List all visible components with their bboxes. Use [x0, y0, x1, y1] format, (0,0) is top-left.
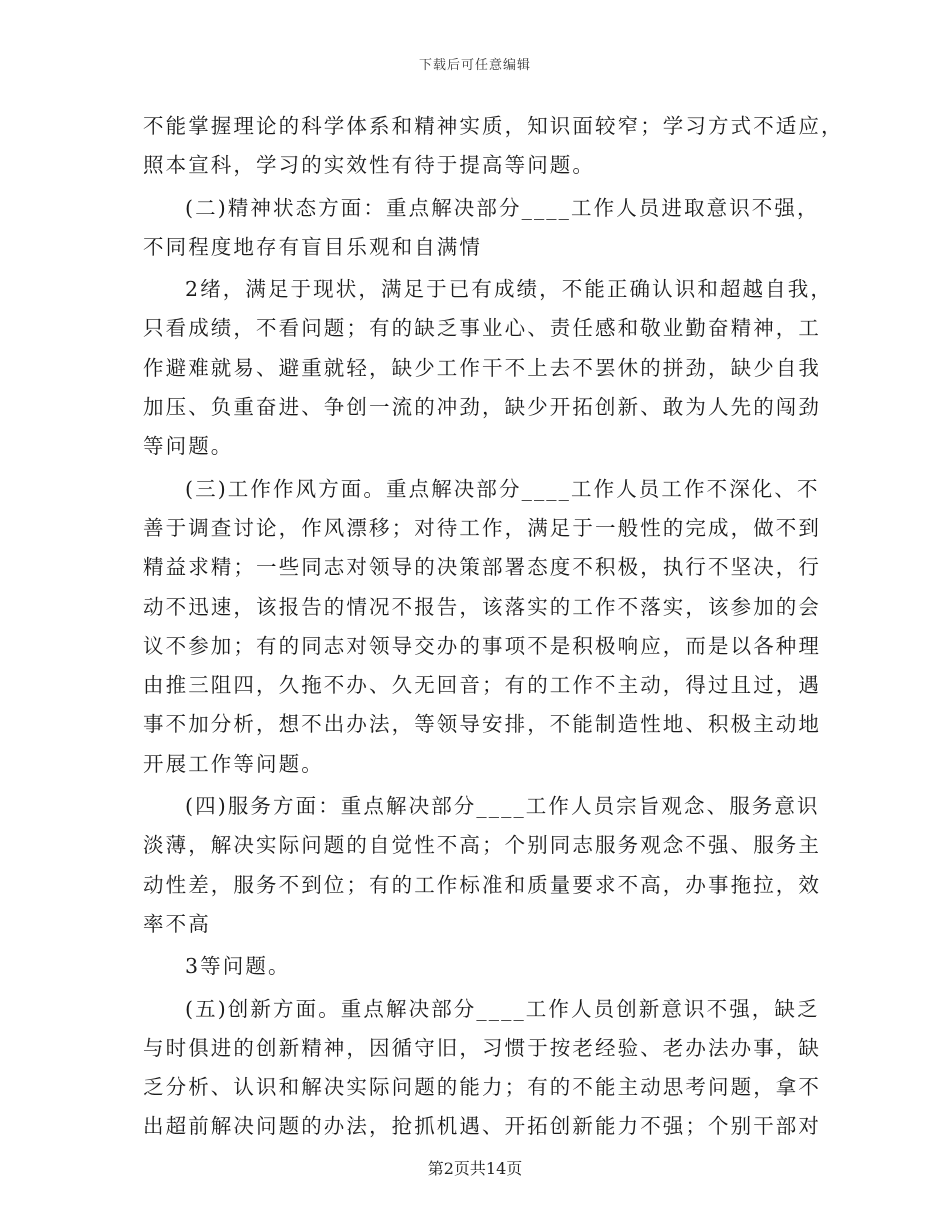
paragraph-6: [143, 947, 803, 986]
text-line: 出超前解决问题的办法，抢抓机遇、开拓创新能力不强；个别干部对: [143, 1114, 821, 1139]
text-line: 动不迅速，该报告的情况不报告，该落实的工作不落实，该参加的会: [143, 594, 821, 619]
text-line: 2绪，满足于现状，满足于已有成绩，不能正确认识和超越自我，: [185, 277, 833, 302]
text-line: 不能掌握理论的科学体系和精神实质，知识面较窄；学习方式不适应，: [143, 114, 844, 138]
page-header: 下载后可任意编辑: [418, 58, 531, 73]
text-line: 开展工作等问题。: [143, 751, 324, 776]
text-line: 率不高: [143, 911, 211, 936]
text-line: 由推三阻四，久拖不办、久无回音；有的工作不主动，得过且过，遇: [143, 673, 821, 698]
paragraph-4: [143, 470, 821, 784]
text-line: 等问题。: [143, 434, 234, 459]
paragraph-7: [143, 990, 821, 1147]
text-line: 议不参加；有的同志对领导交办的事项不是积极响应，而是以各种理: [143, 633, 821, 658]
document-body: [143, 107, 844, 1147]
text-line: 3等问题。: [185, 954, 291, 979]
text-line: (四)服务方面：重点解决部分____工作人员宗旨观念、服务意识: [185, 794, 820, 819]
text-line: (五)创新方面。重点解决部分____工作人员创新意识不强，缺乏: [185, 996, 820, 1021]
page-footer: 第2页共14页: [427, 1159, 523, 1178]
paragraph-3: [143, 270, 833, 466]
text-line: 淡薄，解决实际问题的自觉性不高；个别同志服务观念不强、服务主: [143, 833, 821, 858]
text-line: 只看成绩，不看问题；有的缺乏事业心、责任感和敬业勤奋精神，工: [143, 316, 821, 341]
text-line: 事不加分析，想不出办法，等领导安排，不能制造性地、积极主动地: [143, 712, 821, 737]
text-line: 乏分析、认识和解决实际问题的能力；有的不能主动思考问题，拿不: [143, 1075, 821, 1100]
paragraph-1: [143, 107, 844, 186]
paragraph-2: [143, 189, 820, 268]
text-line: 精益求精；一些同志对领导的决策部署态度不积极，执行不坚决，行: [143, 555, 821, 580]
text-line: 不同程度地存有盲目乐观和自满情: [143, 234, 482, 259]
text-line: 作避难就易、避重就轻，缺少工作干不上去不罢休的拼劲，缺少自我: [143, 355, 821, 380]
text-line: 动性差，服务不到位；有的工作标准和质量要求不高，办事拖拉，效: [143, 872, 821, 897]
paragraph-5: [143, 787, 821, 944]
text-line: 加压、负重奋进、争创一流的冲劲，缺少开拓创新、敢为人先的闯劲: [143, 395, 821, 420]
text-line: 与时俱进的创新精神，因循守旧，习惯于按老经验、老办法办事，缺: [143, 1035, 821, 1060]
text-line: 照本宣科，学习的实效性有待于提高等问题。: [143, 153, 595, 178]
text-line: 善于调查讨论，作风漂移；对待工作，满足于一般性的完成，做不到: [143, 515, 821, 540]
text-line: (三)工作作风方面。重点解决部分____工作人员工作不深化、不: [185, 476, 820, 501]
text-line: (二)精神状态方面：重点解决部分____工作人员进取意识不强，: [185, 195, 820, 220]
